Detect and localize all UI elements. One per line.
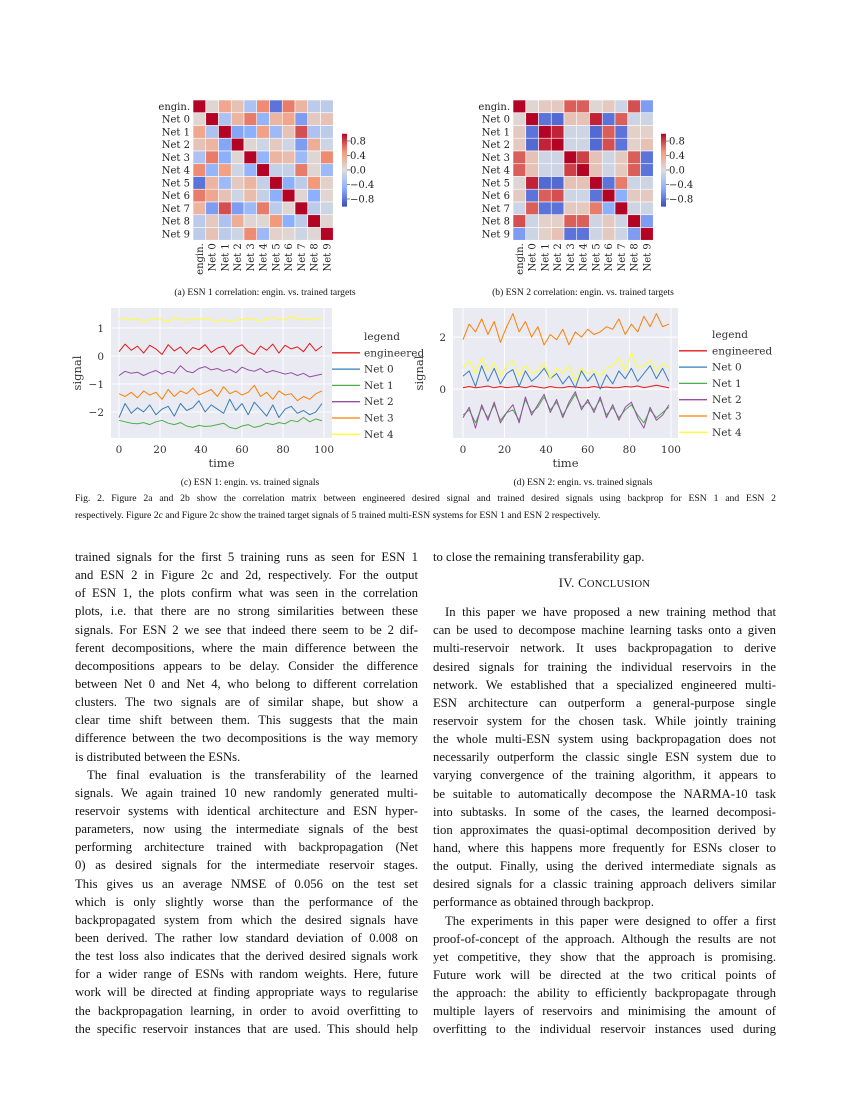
- heatmap-cell: [526, 228, 539, 241]
- row-label: Net 1: [161, 127, 190, 139]
- heatmap-cell: [641, 189, 654, 202]
- text-line: into subtasks. In some of the cases, the learned decomposi-: [433, 804, 776, 819]
- heatmap-cell: [590, 164, 603, 177]
- heatmap-cell: [590, 113, 603, 126]
- line-chart-esn2-signals: [412, 300, 850, 475]
- row-label: Net 3: [161, 152, 190, 164]
- heatmap-cell: [602, 228, 615, 241]
- row-label: Net 5: [161, 178, 190, 190]
- heatmap-cell: [590, 151, 603, 164]
- heatmap-cell: [602, 113, 615, 126]
- heatmap-cell: [513, 202, 526, 215]
- heatmap-cell: [602, 215, 615, 228]
- heatmap-cell: [551, 202, 564, 215]
- section-heading: [433, 573, 776, 603]
- heatmap-cell: [615, 228, 628, 241]
- text-line: between Net 0 and Net 4, who belong to different correlation: [75, 676, 418, 691]
- heatmap-cell: [628, 113, 641, 126]
- heatmap-cell: [539, 177, 552, 190]
- text-line: and ESN 2 in Figure 2c and 2d, respectively. For the output: [75, 568, 418, 583]
- row-label: Net 2: [161, 140, 190, 152]
- text-line: hand, where this happens more frequently for ESNs closer to: [433, 840, 776, 855]
- column-label: engin.: [194, 243, 206, 275]
- heatmap-cell: [539, 113, 552, 126]
- heatmap-esn2-correlation: [0, 0, 850, 300]
- heatmap-cell: [513, 189, 526, 202]
- x-tick-label: 100: [660, 444, 681, 456]
- column-label: Net 8: [309, 243, 321, 272]
- column-label: Net 0: [527, 243, 539, 272]
- text-line: be suitable to automatically decompose the NARMA-10 task: [433, 786, 776, 801]
- y-tick-label: 0: [97, 350, 104, 363]
- heatmap-cell: [564, 100, 577, 113]
- heatmap-cell: [513, 126, 526, 139]
- legend-label: engineered: [364, 347, 425, 360]
- heatmap-cell: [615, 126, 628, 139]
- heatmap-cell: [602, 138, 615, 151]
- column-label: Net 5: [271, 243, 283, 272]
- column-label: Net 7: [296, 243, 308, 272]
- text-line: which is only slightly worse than the performance of the: [75, 894, 418, 909]
- heatmap-cell: [526, 215, 539, 228]
- text-line: varying convergence of the training algorithm, it appears to: [433, 768, 776, 783]
- column-label: Net 3: [245, 243, 257, 272]
- text-line: Future work will be directed at the two critical points of: [433, 967, 776, 982]
- text-line: desired signals for training the individual reservoirs in the: [433, 659, 776, 674]
- heatmap-cell: [590, 126, 603, 139]
- text-line: reservoir system for the chosen task. While jointly training: [433, 713, 776, 728]
- x-tick-label: 0: [459, 444, 467, 456]
- y-tick-label: −2: [88, 406, 104, 419]
- legend-label: Net 3: [712, 410, 742, 423]
- colorbar-tick-label: −0.4: [669, 180, 694, 191]
- column-label: Net 6: [604, 243, 616, 272]
- heatmap-cell: [551, 189, 564, 202]
- colorbar-tick-label: −0.4: [350, 180, 375, 191]
- heatmap-cell: [526, 138, 539, 151]
- y-tick-label: 1: [97, 322, 104, 335]
- heatmap-cell: [577, 126, 590, 139]
- heatmap-cell: [539, 164, 552, 177]
- text-line: trained signals for the first 5 training runs as seen for ESN 1: [75, 550, 418, 564]
- heatmap-cell: [564, 126, 577, 139]
- text-line: The final evaluation is the transferability of the learned: [87, 767, 418, 782]
- heatmap-cell: [602, 126, 615, 139]
- body-column-right: [433, 548, 776, 1039]
- row-label: Net 5: [481, 178, 510, 190]
- heatmap-cell: [590, 202, 603, 215]
- heatmap-cell: [615, 164, 628, 177]
- row-label: Net 0: [481, 114, 510, 126]
- text-line: multiple layers of reservoirs and minimising the amount of: [433, 1004, 776, 1019]
- x-tick-label: 0: [115, 444, 123, 456]
- heatmap-cell: [551, 228, 564, 241]
- colorbar-tick-label: 0.8: [669, 136, 685, 148]
- text-line: the backpropagation learning, in order to avoid overfitting to: [75, 1003, 418, 1018]
- heatmap-cell: [551, 138, 564, 151]
- heatmap-cell: [615, 138, 628, 151]
- heatmap-cell: [513, 228, 526, 241]
- heatmap-cell: [551, 100, 564, 113]
- text-line: the output. Finally, using the derived intermediate signals as: [433, 859, 776, 874]
- text-line: yet competitive, they show that the approach is promising.: [433, 949, 776, 964]
- text-line: difference between the two decompositions is the way memory: [75, 731, 418, 746]
- heatmap-cell: [564, 113, 577, 126]
- heatmap-cell: [628, 215, 641, 228]
- column-label: Net 9: [642, 243, 654, 272]
- colorbar-tick-label: −0.8: [350, 194, 375, 206]
- colorbar-tick-label: 0.8: [350, 136, 366, 148]
- text-line: for a wider range of ESNs with random weights. Here, future: [75, 967, 418, 982]
- heatmap-cell: [513, 177, 526, 190]
- line-chart-esn1-signals: [0, 300, 425, 475]
- heatmap-cell: [628, 126, 641, 139]
- column-label: Net 4: [578, 243, 590, 272]
- x-tick-label: 40: [539, 444, 553, 456]
- heatmap-cell: [551, 215, 564, 228]
- row-label: Net 9: [481, 229, 510, 241]
- legend-label: Net 2: [364, 396, 394, 409]
- heatmap-cell: [539, 126, 552, 139]
- heatmap-cell: [551, 177, 564, 190]
- heatmap-cell: [513, 113, 526, 126]
- legend-title: legend: [364, 331, 400, 343]
- heatmap-cell: [551, 151, 564, 164]
- x-axis-label: time: [552, 456, 579, 470]
- heatmap-cell: [513, 151, 526, 164]
- legend-label: Net 2: [712, 394, 742, 407]
- heatmap-cell: [628, 177, 641, 190]
- text-line: In this paper we have proposed a new training method that: [445, 605, 776, 620]
- legend-label: Net 3: [364, 412, 394, 425]
- text-line: performance as obtained through backprop.: [433, 895, 654, 910]
- x-tick-label: 100: [313, 444, 335, 456]
- heatmap-cell: [602, 189, 615, 202]
- text-line: the approach: the ability to efficiently backpropagate through: [433, 986, 776, 1001]
- heatmap-cell: [564, 151, 577, 164]
- heatmap-cell: [615, 100, 628, 113]
- heatmap-cell: [526, 113, 539, 126]
- heatmap-cell: [641, 215, 654, 228]
- row-label: Net 2: [481, 140, 510, 152]
- row-label: Net 7: [481, 203, 510, 215]
- text-line: performing architecture trained with backpropagation (Net: [75, 840, 418, 855]
- heatmap-cell: [641, 138, 654, 151]
- text-line: of ESN 1, the plots confirm what was seen in the correlation: [75, 586, 418, 601]
- heatmap-cell: [628, 202, 641, 215]
- heatmap-cell: [539, 100, 552, 113]
- heatmap-cell: [602, 164, 615, 177]
- column-label: Net 9: [322, 243, 334, 272]
- text-line: decompositions appears to be delay. Consider the difference: [75, 658, 418, 673]
- column-label: Net 5: [591, 243, 603, 272]
- row-label: engin.: [158, 101, 190, 113]
- text-line: overfitting to the individual reservoir instances used during: [433, 1022, 776, 1037]
- y-tick-label: −1: [88, 378, 104, 391]
- colorbar-tick-label: 0.4: [350, 151, 366, 162]
- heatmap-cell: [628, 138, 641, 151]
- column-label: Net 6: [284, 243, 296, 272]
- text-line: multi-reservoir network. It uses backpropagation to derive: [433, 641, 776, 656]
- legend-label: Net 4: [364, 428, 394, 441]
- column-label: Net 0: [207, 243, 219, 272]
- colorbar-tick-label: 0.0: [669, 165, 685, 177]
- column-label: Net 4: [258, 243, 270, 272]
- heatmap-cell: [602, 177, 615, 190]
- heatmap-cell: [628, 189, 641, 202]
- x-tick-label: 20: [497, 444, 512, 456]
- heatmap-cell: [615, 113, 628, 126]
- heatmap-cell: [539, 215, 552, 228]
- heatmap-cell: [551, 113, 564, 126]
- heatmap-cell: [602, 202, 615, 215]
- heatmap-cell: [577, 151, 590, 164]
- text-line: work will be directed at finding appropriate ways to regularise: [75, 985, 418, 1000]
- heatmap-cell: [526, 202, 539, 215]
- heatmap-cell: [564, 138, 577, 151]
- row-label: Net 4: [481, 165, 510, 177]
- colorbar-segment: [661, 204, 666, 206]
- heatmap-cell: [564, 202, 577, 215]
- colorbar: [661, 134, 693, 207]
- heatmap-cell: [615, 189, 628, 202]
- text-line: 0) as desired signals for the intermediate reservoir stages.: [75, 858, 418, 873]
- row-label: Net 8: [481, 216, 510, 228]
- heatmap-cell: [590, 177, 603, 190]
- heatmap-cell: [526, 151, 539, 164]
- subcaption-c: (c) ESN 1: engin. vs. trained signals: [180, 477, 320, 488]
- text-line: to close the remaining transferability gap.: [433, 550, 645, 564]
- heatmap-cell: [641, 126, 654, 139]
- text-line: the whole multi-ESN system using backpropagation does not: [433, 732, 776, 747]
- section-number: IV.: [558, 576, 575, 591]
- row-label: Net 3: [481, 152, 510, 164]
- heatmap-cell: [513, 100, 526, 113]
- legend-label: Net 4: [712, 426, 742, 439]
- column-label: Net 2: [233, 243, 245, 272]
- legend-label: Net 0: [712, 361, 742, 374]
- text-line: the specific reservoir instances that are used. This should help: [75, 1021, 418, 1036]
- body-column-left: [75, 548, 418, 1038]
- text-line: clear time shift between them. This suggests that the main: [75, 713, 418, 728]
- row-label: Net 6: [481, 191, 510, 203]
- heatmap-cell: [526, 189, 539, 202]
- row-label: Net 8: [161, 216, 190, 228]
- x-tick-label: 80: [622, 444, 637, 456]
- text-line: proof-of-concept of the approach. Although the results are not: [433, 931, 776, 946]
- heatmap-cell: [539, 202, 552, 215]
- heatmap-cell: [564, 177, 577, 190]
- heatmap-cell: [602, 151, 615, 164]
- heatmap-cell: [526, 177, 539, 190]
- heatmap-cell: [628, 164, 641, 177]
- heatmap-cell: [551, 164, 564, 177]
- heatmap-cell: [564, 228, 577, 241]
- text-line: can be used to decompose machine learning tasks onto a given: [433, 623, 776, 638]
- row-label: Net 0: [161, 114, 190, 126]
- heatmap-cell: [590, 100, 603, 113]
- text-line: clusters. The two signals are of similar shape, but show a: [75, 695, 418, 710]
- row-label: engin.: [478, 101, 510, 113]
- y-tick-label: 0: [439, 384, 446, 397]
- heatmap-cell: [577, 138, 590, 151]
- heatmap-cell: [615, 215, 628, 228]
- heatmap-cell: [590, 215, 603, 228]
- heatmap-cell: [628, 228, 641, 241]
- heatmap-cell: [577, 228, 590, 241]
- legend-label: Net 1: [712, 377, 742, 390]
- legend: [332, 331, 424, 441]
- colorbar-tick-label: −0.8: [669, 194, 694, 206]
- heatmap-cell: [590, 228, 603, 241]
- text-line: plots, i.e. that there are no strong similarities between these: [75, 604, 418, 619]
- text-line: been derived. The rather low standard deviation of 0.008 on: [75, 930, 418, 945]
- heatmap-cell: [577, 215, 590, 228]
- column-label: Net 3: [565, 243, 577, 272]
- figure-caption: [75, 490, 776, 524]
- heatmap-cell: [577, 202, 590, 215]
- x-tick-label: 20: [153, 444, 167, 456]
- heatmap-cell: [628, 100, 641, 113]
- text-line: the test loss also indicates that the derived desired signals work: [75, 949, 418, 964]
- heatmap-cell: [577, 189, 590, 202]
- section-title-rest: ONCLUSION: [586, 579, 651, 591]
- y-axis-label: signal: [70, 355, 84, 391]
- legend-title: legend: [712, 329, 748, 341]
- figure-caption-line: Fig. 2. Figure 2a and 2b show the correlation matrix between engineered desired signal and trained desired signals using backprop for ESN 1 and ESN 2: [75, 493, 776, 504]
- x-tick-label: 80: [276, 444, 290, 456]
- subcaption-b: (b) ESN 2 correlation: engin. vs. trained targets: [492, 287, 674, 298]
- heatmap-cell: [615, 177, 628, 190]
- text-line: This gives us an average NMSE of 0.056 on the test set: [75, 876, 418, 891]
- heatmap-cell: [577, 164, 590, 177]
- column-label: Net 1: [540, 243, 552, 272]
- section-title-initial: C: [578, 576, 587, 591]
- x-tick-label: 40: [194, 444, 208, 456]
- legend-label: Net 0: [364, 363, 394, 376]
- heatmap-cell: [539, 189, 552, 202]
- subcaption-a: (a) ESN 1 correlation: engin. vs. trained targets: [174, 287, 356, 298]
- text-line: is distributed between the ESNs.: [75, 749, 241, 764]
- row-label: Net 6: [161, 191, 190, 203]
- subcaption-d: (d) ESN 2: engin. vs. trained signals: [513, 477, 653, 488]
- heatmap-cell: [590, 138, 603, 151]
- heatmap-cell: [590, 189, 603, 202]
- text-line: signals. For ESN 2 we see that indeed there seem to be 2 dif-: [75, 622, 418, 637]
- text-line: backpropagated system from which the desired signals have: [75, 912, 418, 927]
- colorbar-tick-label: 0.4: [669, 151, 685, 162]
- heatmap-cell: [577, 100, 590, 113]
- column-label: Net 7: [616, 243, 628, 272]
- heatmap-cell: [577, 113, 590, 126]
- heatmap-cell: [513, 164, 526, 177]
- text-line: reservoir systems with identical architecture and ESN hyper-: [75, 803, 418, 818]
- heatmap-cell: [602, 100, 615, 113]
- heatmap-cell: [641, 151, 654, 164]
- column-label: Net 8: [629, 243, 641, 272]
- row-label: Net 1: [481, 127, 510, 139]
- heatmap-cell: [641, 100, 654, 113]
- y-tick-label: 2: [439, 332, 446, 345]
- figure-caption-line: respectively. Figure 2c and Figure 2c show the trained target signals of 5 trained multi-ESN systems for ESN 1 and ESN 2 respectively.: [75, 510, 601, 521]
- text-line: network. We established that a specialized engineered multi-: [433, 677, 776, 692]
- heatmap-cell: [564, 189, 577, 202]
- heatmap-cell: [641, 228, 654, 241]
- text-line: ferent decompositions, where the main difference between the: [75, 640, 418, 655]
- text-line: ESN architecture can outperform a general-purpose single: [433, 695, 776, 710]
- heatmap-cell: [628, 151, 641, 164]
- legend-label: engineered: [712, 345, 773, 358]
- text-line: desired signals for a classic training approach delivers similar: [433, 877, 776, 892]
- heatmap-cell: [526, 100, 539, 113]
- row-label: Net 7: [161, 203, 190, 215]
- heatmap-cell: [526, 126, 539, 139]
- heatmap-cell: [564, 164, 577, 177]
- y-axis-label: signal: [412, 355, 426, 391]
- x-tick-label: 60: [235, 444, 249, 456]
- text-line: signals. We again trained 10 new randomly generated multi-: [75, 785, 418, 800]
- heatmap-cell: [641, 164, 654, 177]
- row-label: Net 4: [161, 165, 190, 177]
- heatmap-cell: [551, 126, 564, 139]
- heatmap-cell: [641, 202, 654, 215]
- heatmap-cell: [526, 164, 539, 177]
- column-label: engin.: [514, 243, 526, 275]
- column-label: Net 2: [553, 243, 565, 272]
- legend-label: Net 1: [364, 379, 394, 392]
- heatmap-cell: [513, 215, 526, 228]
- column-label: Net 1: [220, 243, 232, 272]
- heatmap-cell: [615, 202, 628, 215]
- heatmap-cell: [577, 177, 590, 190]
- heatmap-cell: [615, 151, 628, 164]
- heatmap-cell: [513, 138, 526, 151]
- heatmap-cell: [564, 215, 577, 228]
- heatmap-cell: [539, 151, 552, 164]
- heatmap-cell: [539, 138, 552, 151]
- heatmap-cell: [641, 177, 654, 190]
- text-line: The experiments in this paper were designed to offer a first: [445, 913, 776, 928]
- text-line: parameters, now using the intermediate signals of the best: [75, 822, 418, 837]
- heatmap-cell: [539, 228, 552, 241]
- row-label: Net 9: [161, 229, 190, 241]
- x-axis-label: time: [208, 456, 235, 470]
- x-tick-label: 60: [581, 444, 595, 456]
- text-line: tion approximates the quasi-optimal decomposition derived by: [433, 822, 776, 837]
- text-line: necessarily outperform the classic single ESN system due to: [433, 750, 776, 765]
- heatmap-cell: [641, 113, 654, 126]
- legend: [679, 329, 772, 439]
- colorbar-tick-label: 0.0: [350, 165, 366, 177]
